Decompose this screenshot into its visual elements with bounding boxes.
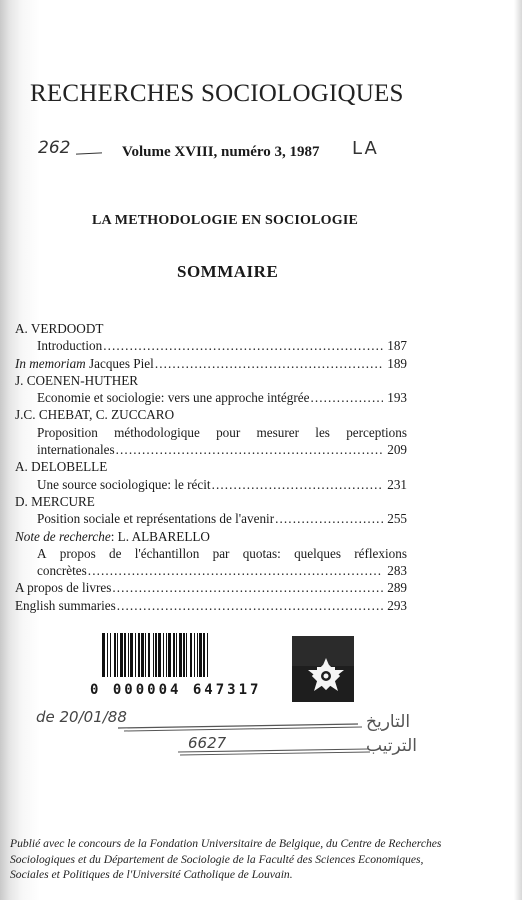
- toc-word: l'échantillon: [134, 545, 200, 561]
- toc-author: A. DELOBELLE: [15, 459, 108, 475]
- barcode: [88, 627, 300, 697]
- toc-entry: [15, 355, 407, 372]
- toc-leader-dots: [88, 562, 383, 579]
- toc-entry: [15, 441, 407, 458]
- issue-theme: LA METHODOLOGIE EN SOCIOLOGIE: [92, 213, 359, 228]
- barcode-gap: [208, 633, 211, 677]
- stamp-label-date: التاريخ: [366, 712, 411, 732]
- toc-entry: [15, 579, 407, 596]
- table-of-contents: [15, 320, 407, 614]
- toc-word: propos: [59, 545, 96, 561]
- toc-entry-title: Introduction: [37, 338, 103, 354]
- stamp-number: 6627: [188, 734, 227, 752]
- toc-entry-prefix: In memoriam: [15, 355, 86, 371]
- toc-leader-dots: [116, 441, 383, 458]
- toc-leader-dots: [112, 579, 383, 596]
- toc-page-number: 283: [387, 563, 407, 579]
- toc-entry-title: Economie et sociologie: vers une approche intégrée: [37, 390, 310, 406]
- toc-entry: [15, 337, 407, 354]
- toc-page-number: 187: [387, 338, 407, 354]
- toc-page-number: 289: [387, 580, 407, 596]
- toc-word: quelques: [294, 545, 341, 561]
- toc-leader-dots: [275, 510, 383, 527]
- toc-entry: [15, 510, 407, 527]
- toc-author: A. VERDOODT: [15, 321, 104, 336]
- journal-title: RECHERCHES SOCIOLOGIQUES: [30, 80, 404, 107]
- toc-entry-title: internationales: [37, 442, 115, 458]
- toc-note-prefix: Note de recherche: [15, 528, 111, 544]
- toc-leader-dots: [155, 355, 383, 372]
- barcode-bars: [102, 633, 298, 677]
- handwritten-mark: LA: [352, 138, 379, 159]
- toc-entry: [15, 562, 407, 579]
- sommaire-heading: SOMMAIRE: [177, 262, 279, 281]
- toc-entry-title: English summaries: [15, 597, 116, 613]
- toc-page-number: 193: [387, 390, 407, 406]
- barcode-digits: 0 000004 647317: [90, 682, 262, 698]
- toc-entry: [15, 476, 407, 493]
- toc-page-number: 209: [387, 442, 407, 458]
- toc-entry-title: [15, 355, 154, 372]
- toc-word: par: [212, 545, 230, 561]
- toc-entry: [15, 389, 407, 406]
- toc-word: Proposition: [37, 424, 98, 440]
- toc-author: D. MERCURE: [15, 493, 95, 509]
- toc-author: J.C. CHEBAT, C. ZUCCARO: [15, 407, 175, 423]
- handwritten-number: 262: [38, 138, 71, 158]
- page-edge-shadow: [514, 0, 522, 900]
- stamp-date: de 20/01/88: [36, 708, 127, 726]
- toc-note-author: : L. ALBARELLO: [110, 528, 210, 544]
- toc-leader-dots: [310, 389, 383, 406]
- toc-word: perceptions: [346, 424, 407, 440]
- toc-word: A: [37, 545, 47, 561]
- toc-word: de: [108, 545, 122, 561]
- volume-info: Volume XVIII, numéro 3, 1987: [122, 144, 320, 160]
- toc-entry-line: [15, 424, 407, 441]
- toc-word: méthodologique: [114, 424, 200, 440]
- stamp-label-order: الترتيب: [366, 736, 417, 756]
- toc-word: mesurer: [256, 424, 300, 440]
- toc-word: pour: [216, 424, 241, 440]
- toc-entry-title: concrètes: [37, 563, 87, 579]
- library-logo-icon: [292, 636, 354, 702]
- toc-leader-dots: [103, 337, 383, 354]
- toc-author: J. COENEN-HUTHER: [15, 372, 139, 388]
- publication-note: Publié avec le concours de la Fondation Universitaire de Belgique, du Centre de Recherches Sociologiques et du Département de Sociologie de la Faculté des Sciences Economiques, Sociales et Politiques de l'Université Catholique de Louvain.: [10, 837, 442, 881]
- toc-entry-title: Une source sociologique: le récit: [37, 476, 211, 492]
- toc-entry-title: A propos de livres: [15, 580, 112, 596]
- toc-leader-dots: [117, 597, 383, 614]
- toc-research-note: [15, 528, 407, 545]
- toc-entry: [15, 597, 407, 614]
- toc-page-number: 293: [387, 597, 407, 613]
- toc-word: quotas:: [242, 545, 281, 561]
- toc-entry-line: [15, 545, 407, 562]
- toc-page-number: 189: [387, 355, 407, 371]
- toc-page-number: 255: [387, 511, 407, 527]
- toc-entry-name: Jacques Piel: [89, 355, 154, 371]
- toc-leader-dots: [212, 476, 383, 493]
- toc-entry-title: Position sociale et représentations de l'avenir: [37, 511, 275, 527]
- toc-word: les: [315, 424, 330, 440]
- toc-page-number: 231: [387, 476, 407, 492]
- toc-word: réflexions: [354, 545, 407, 561]
